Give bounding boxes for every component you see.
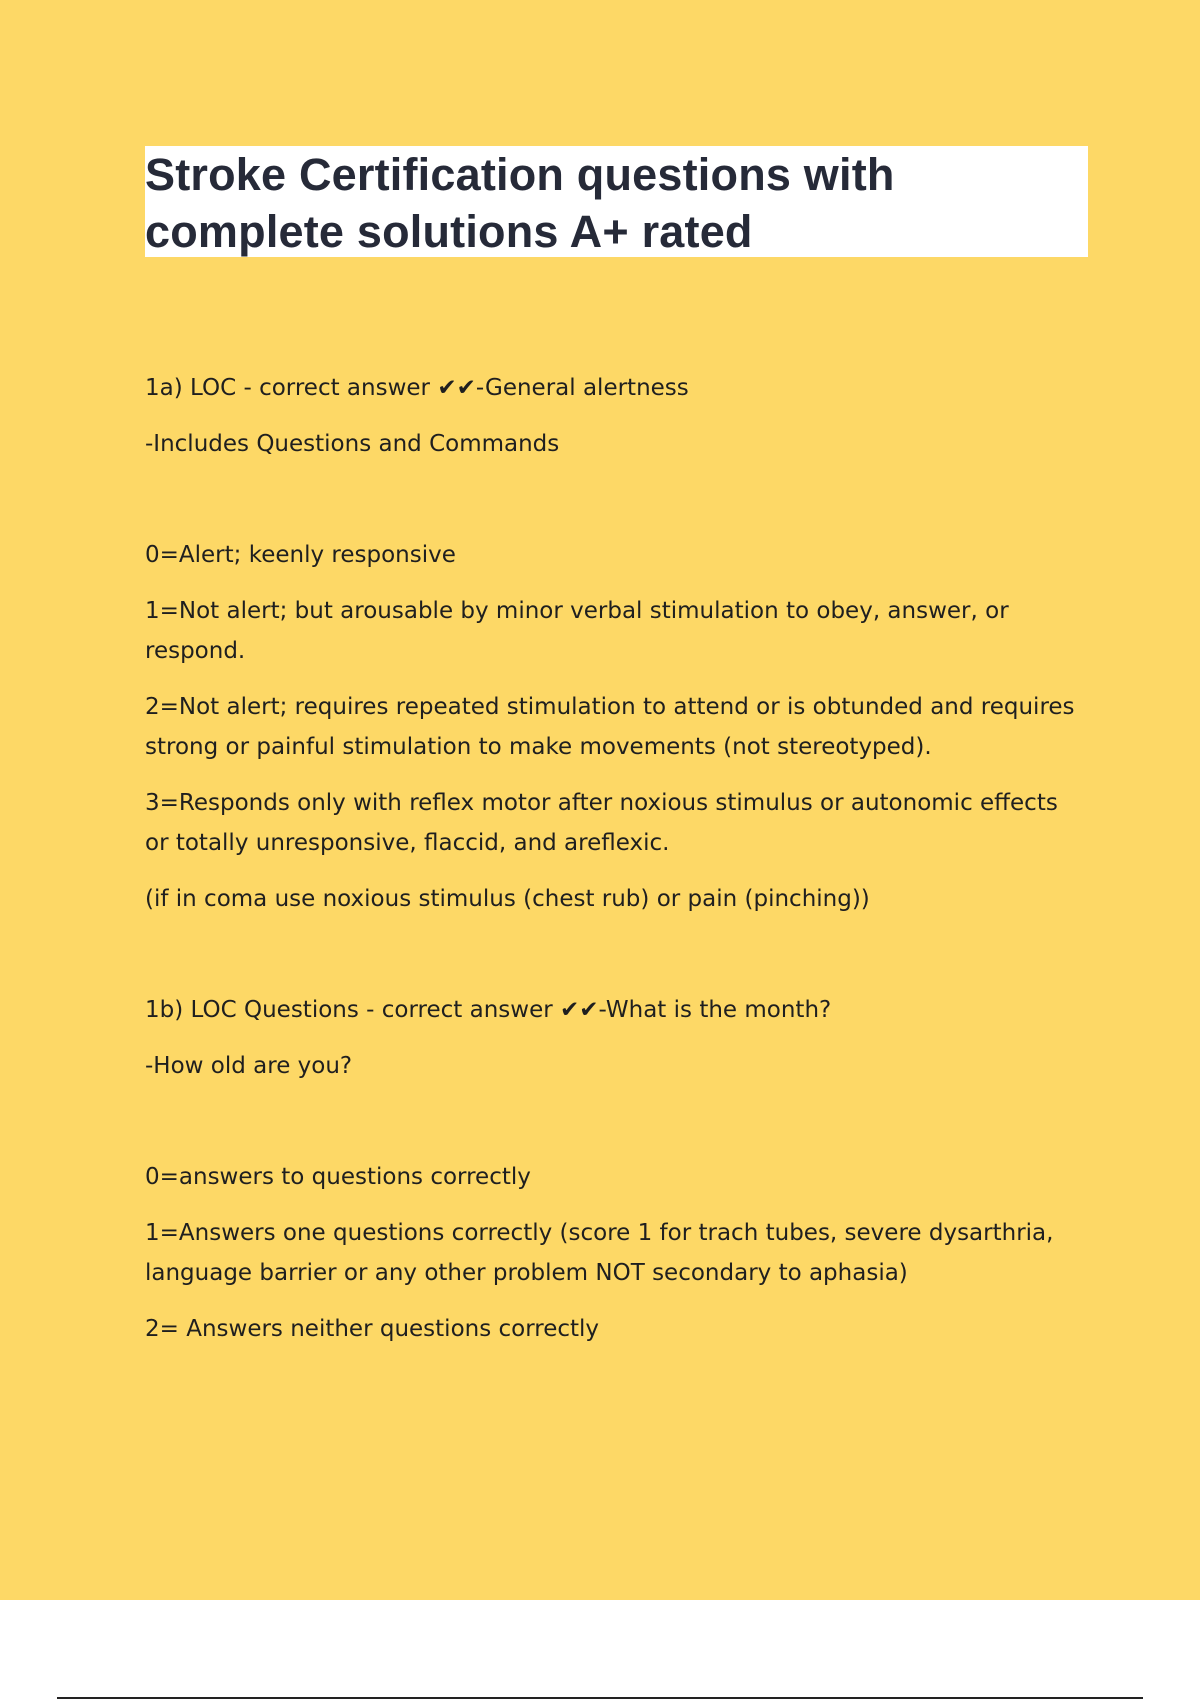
document-body (145, 368, 1085, 1349)
section-1a-score-3: 3=Responds only with reflex motor after noxious stimulus or autonomic effects or totally unresponsive, flaccid, and areflexic. (145, 790, 1058, 856)
title-line-2: complete solutions A+ rated (145, 206, 753, 257)
section-1b-score-0: 0=answers to questions correctly (145, 1164, 531, 1190)
page-title (145, 146, 1088, 260)
section-1b-score-2: 2= Answers neither questions correctly (145, 1316, 600, 1342)
section-1a-heading: 1a) LOC - correct answer ✔✔-General alertness (145, 375, 689, 401)
section-1a-score-0: 0=Alert; keenly responsive (145, 542, 456, 568)
section-1b-subheading: -How old are you? (145, 1053, 353, 1079)
title-box (145, 146, 1088, 257)
section-1a-score-1: 1=Not alert; but arousable by minor verbal stimulation to obey, answer, or respond. (145, 598, 1009, 664)
section-1a-subheading: -Includes Questions and Commands (145, 431, 560, 457)
section-1a-score-2: 2=Not alert; requires repeated stimulation to attend or is obtunded and requires strong or painful stimulation to make movements (not stereotyped). (145, 694, 1075, 760)
section-1a-note: (if in coma use noxious stimulus (chest rub) or pain (pinching)) (145, 886, 870, 912)
section-1b-score-1: 1=Answers one questions correctly (score 1 for trach tubes, severe dysarthria, language barrier or any other problem NOT secondary to aphasia) (145, 1220, 1054, 1286)
section-1b-heading: 1b) LOC Questions - correct answer ✔✔-What is the month? (145, 997, 832, 1023)
title-line-1: Stroke Certification questions with (145, 149, 895, 200)
footer-rule (57, 1697, 1143, 1699)
